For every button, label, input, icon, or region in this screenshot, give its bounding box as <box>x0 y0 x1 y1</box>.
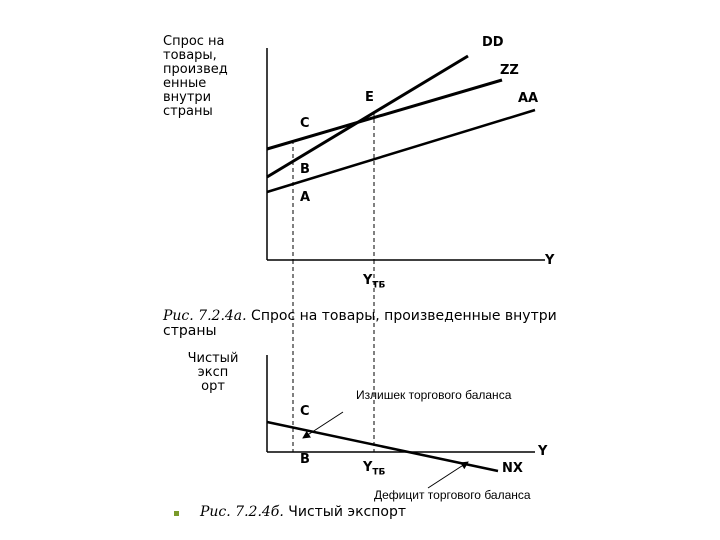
top-ytb-label: $Y_{ТБ}$ <box>363 273 386 291</box>
point-e-label: E <box>365 90 374 105</box>
bottom-x-axis-label: Y <box>538 444 548 459</box>
caption-bottom: Рис. 7.2.4б. Чистый экспорт <box>200 504 406 520</box>
nx-label: NX <box>502 461 523 476</box>
aa-label: AA <box>518 91 539 106</box>
bottom-y-axis-label: Чистый эксп орт <box>187 351 239 394</box>
point-a-label: A <box>300 190 311 205</box>
surplus-note: Излишек торгового баланса <box>356 388 512 402</box>
deficit-arrow <box>428 462 468 488</box>
line-dd <box>267 56 468 177</box>
bottom-point-b-label: B <box>300 452 310 467</box>
point-b-label: B <box>300 162 310 177</box>
caption-top: Рис. 7.2.4а. Спрос на товары, произведенные внутри страны <box>163 308 557 339</box>
point-c-label: C <box>300 116 310 131</box>
bullet-icon <box>174 511 179 516</box>
line-zz <box>267 80 502 149</box>
deficit-note: Дефицит торгового баланса <box>374 488 531 502</box>
top-x-axis-label: Y <box>545 253 555 268</box>
dd-label: DD <box>482 35 504 50</box>
top-y-axis-label: Спрос на товары, произвед енные внутри страны <box>163 34 228 119</box>
bottom-ytb-label: $Y_{ТБ}$ <box>363 460 386 478</box>
zz-label: ZZ <box>500 63 519 78</box>
bottom-point-c-label: C <box>300 404 310 419</box>
